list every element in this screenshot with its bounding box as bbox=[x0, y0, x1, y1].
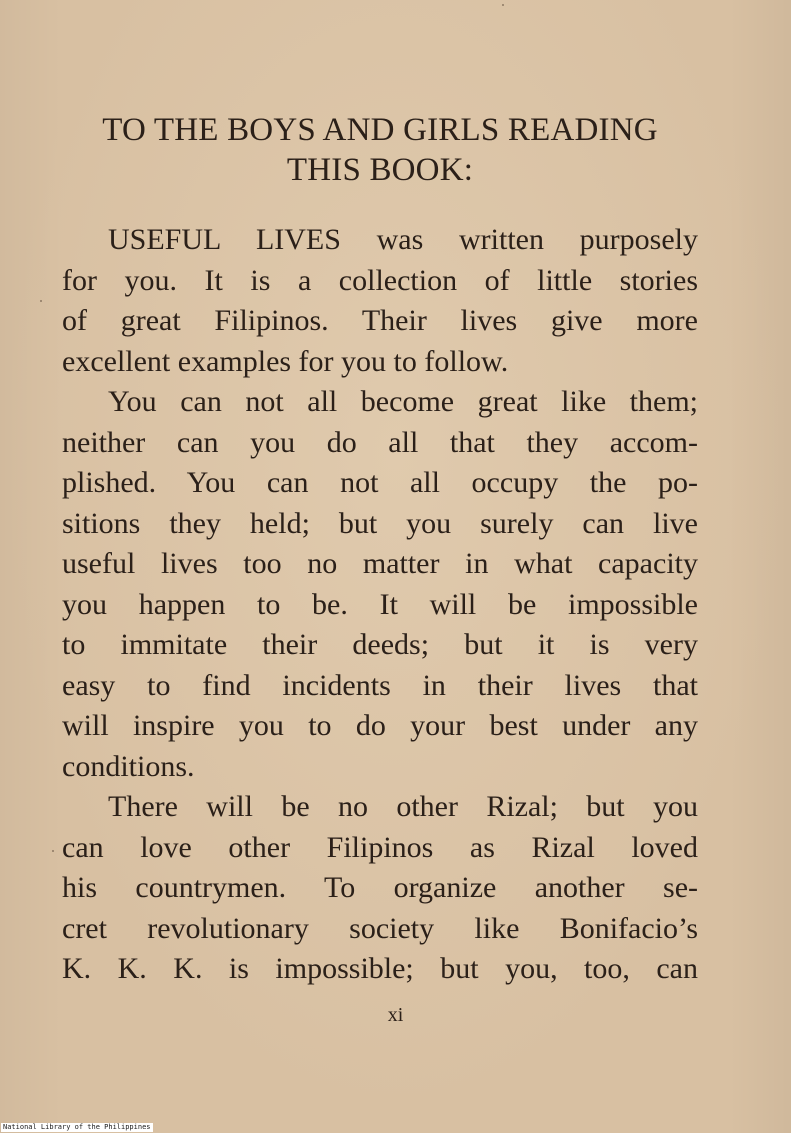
text-line: easy to find incidents in their lives that bbox=[62, 668, 698, 702]
text-line: sitions they held; but you surely can live bbox=[62, 506, 698, 540]
text-line: to immitate their deeds; but it is very bbox=[62, 628, 698, 661]
text-line: will inspire you to do your best under any bbox=[62, 709, 698, 742]
text-line: for you. It is a collection of little stories bbox=[62, 263, 698, 297]
heading-line-2: THIS BOOK: bbox=[286, 152, 474, 188]
page-heading bbox=[60, 110, 700, 190]
library-credit: National Library of the Philippines bbox=[3, 1123, 151, 1131]
text-line: You can not all become great like them; bbox=[108, 385, 698, 418]
heading-line-1: TO THE BOYS AND GIRLS READING bbox=[102, 112, 658, 148]
paper-speck bbox=[52, 850, 54, 852]
text-line: There will be no other Rizal; but you bbox=[108, 790, 698, 823]
text-line: cret revolutionary society like Bonifacio’s bbox=[62, 911, 698, 945]
body-text bbox=[62, 220, 698, 990]
text-line: his countrymen. To organize another se- bbox=[62, 871, 698, 904]
text-line: conditions. bbox=[62, 749, 195, 783]
text-line: useful lives too no matter in what capacity bbox=[62, 547, 698, 580]
text-line: K. K. K. is impossible; but you, too, can bbox=[62, 952, 698, 985]
text-line: can love other Filipinos as Rizal loved bbox=[62, 830, 698, 864]
paper-speck bbox=[502, 4, 504, 6]
page-number: xi bbox=[387, 1004, 404, 1026]
text-line: neither can you do all that they accom- bbox=[62, 425, 698, 459]
text-line: USEFUL LIVES was written purposely bbox=[108, 223, 698, 256]
text-line: plished. You can not all occupy the po- bbox=[62, 466, 698, 499]
text-line: excellent examples for you to follow. bbox=[62, 344, 509, 378]
paper-speck bbox=[40, 300, 42, 302]
text-line: you happen to be. It will be impossible bbox=[62, 587, 698, 621]
text-line: of great Filipinos. Their lives give more bbox=[62, 304, 698, 337]
